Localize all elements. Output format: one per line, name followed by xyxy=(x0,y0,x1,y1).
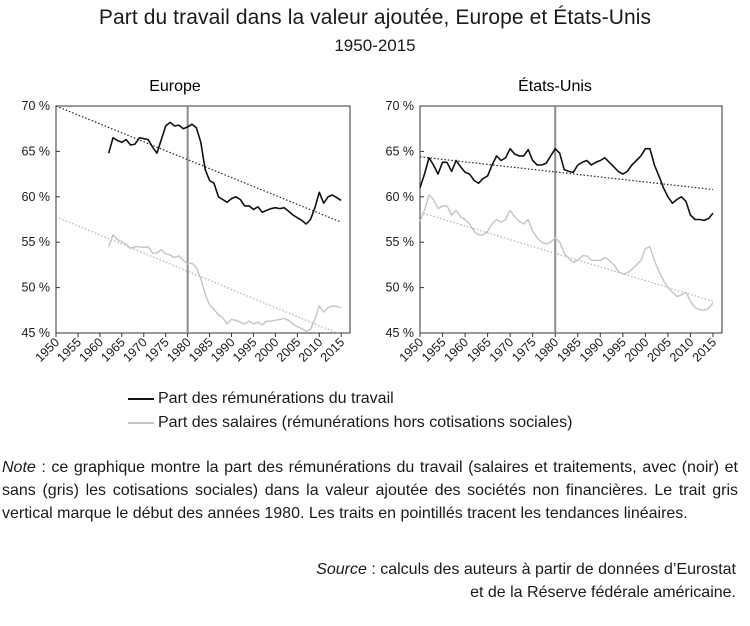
panel-2-series-wages xyxy=(420,195,713,310)
source-line-1 xyxy=(176,558,736,581)
panel-2-x-tick-label: 1975 xyxy=(509,335,539,365)
panel-2-y-tick-label: 45 % xyxy=(385,326,414,340)
panel-2-y-tick-label: 50 % xyxy=(385,280,414,295)
panel-1-x-tick-label: 1950 xyxy=(32,335,63,365)
source-text-2: et de la Réserve fédérale américaine. xyxy=(470,584,736,601)
panel-2-y-tick-label: 55 % xyxy=(385,235,414,250)
panel-2-y-tick-label: 70 % xyxy=(385,99,414,113)
note-label: Note xyxy=(2,459,36,476)
legend-item-labor-share xyxy=(128,390,394,408)
panel-1-x-tick-label: 2015 xyxy=(317,335,348,365)
legend-label-labor-share: Part des rémunérations du travail xyxy=(158,390,394,407)
legend-swatch-wages xyxy=(128,422,154,424)
panel-1-x-tick-label: 2010 xyxy=(295,335,326,365)
panel-1-series-wages xyxy=(109,235,342,331)
panel-1-series-labor-share xyxy=(109,122,342,224)
panel-1-x-tick-label: 1990 xyxy=(208,335,238,365)
panel-2-y-tick-label: 60 % xyxy=(385,189,414,204)
legend-swatch-labor-share xyxy=(128,398,154,400)
panel-2-x-tick-label: 1950 xyxy=(396,335,427,365)
panel-1-x-tick-label: 1955 xyxy=(54,335,85,365)
panel-2-x-tick-label: 1990 xyxy=(576,335,607,365)
panel-1-y-tick-label: 50 % xyxy=(21,280,50,295)
panel-2-x-tick-label: 1980 xyxy=(531,335,562,365)
panel-2-x-tick-label: 1995 xyxy=(599,335,629,365)
panel-2-title: États-Unis xyxy=(518,78,592,95)
panel-1-plot-frame xyxy=(56,106,350,333)
panel-2-x-tick-label: 1970 xyxy=(486,335,517,365)
panel-1-y-tick-label: 55 % xyxy=(21,235,50,250)
panel-1-x-tick-label: 2005 xyxy=(273,335,304,365)
note-text: : ce graphique montre la part des rémunérations du travail (salaires et traitements, avec (noir) et sans (gris) les cotisations sociales) dans la valeur ajoutée des sociétés non financières. Le trait gris vertical marque le début des années 1980. Les traits en pointillés tracent les tendances linéaires. xyxy=(2,459,738,522)
source-label: Source xyxy=(316,561,367,578)
panel-1-x-tick-label: 1960 xyxy=(76,335,107,365)
panel-2-x-tick-label: 2010 xyxy=(667,335,697,365)
panel-1-x-tick-label: 1970 xyxy=(120,335,150,365)
panel-1-x-tick-label: 2000 xyxy=(251,335,282,365)
panel-2-x-tick-label: 2005 xyxy=(644,335,675,365)
panel-1-x-tick-label: 1965 xyxy=(98,335,128,365)
chart-title: Part du travail dans la valeur ajoutée, Europe et États-Unis xyxy=(98,6,652,29)
panel-2-x-tick-label: 1960 xyxy=(441,335,472,365)
panel-1-y-tick-label: 60 % xyxy=(21,189,50,204)
panel-1-trend-wages xyxy=(56,217,341,335)
panel-1-y-tick-label: 65 % xyxy=(21,144,50,159)
panel-1-x-tick-label: 1985 xyxy=(186,335,216,365)
legend-item-wages xyxy=(128,414,572,432)
panel-1-x-tick-label: 1995 xyxy=(230,335,260,365)
panel-1-trend-labor-share xyxy=(56,106,341,222)
panel-1-y-tick-label: 70 % xyxy=(21,99,50,113)
chart-subtitle: 1950-2015 xyxy=(334,36,416,55)
panel-1-title: Europe xyxy=(149,78,201,95)
source-text-1: : calculs des auteurs à partir de données d’Eurostat xyxy=(366,561,736,578)
note xyxy=(2,456,738,525)
panel-1-x-tick-label: 1975 xyxy=(142,335,172,365)
panel-1-y-tick-label: 45 % xyxy=(21,326,50,340)
panel-2-x-tick-label: 2015 xyxy=(689,335,720,365)
source xyxy=(176,558,736,604)
panel-2-x-tick-label: 2000 xyxy=(621,335,652,365)
panel-1-x-tick-label: 1980 xyxy=(164,335,194,365)
panel-2-x-tick-label: 1985 xyxy=(554,335,584,365)
legend-label-wages: Part des salaires (rémunérations hors cotisations sociales) xyxy=(158,414,573,431)
panel-2-series-labor-share xyxy=(420,149,713,221)
panel-2-x-tick-label: 1955 xyxy=(419,335,449,365)
panel-2-x-tick-label: 1965 xyxy=(464,335,494,365)
panel-2-y-tick-label: 65 % xyxy=(385,144,414,159)
panel-2-trend-labor-share xyxy=(420,157,713,190)
